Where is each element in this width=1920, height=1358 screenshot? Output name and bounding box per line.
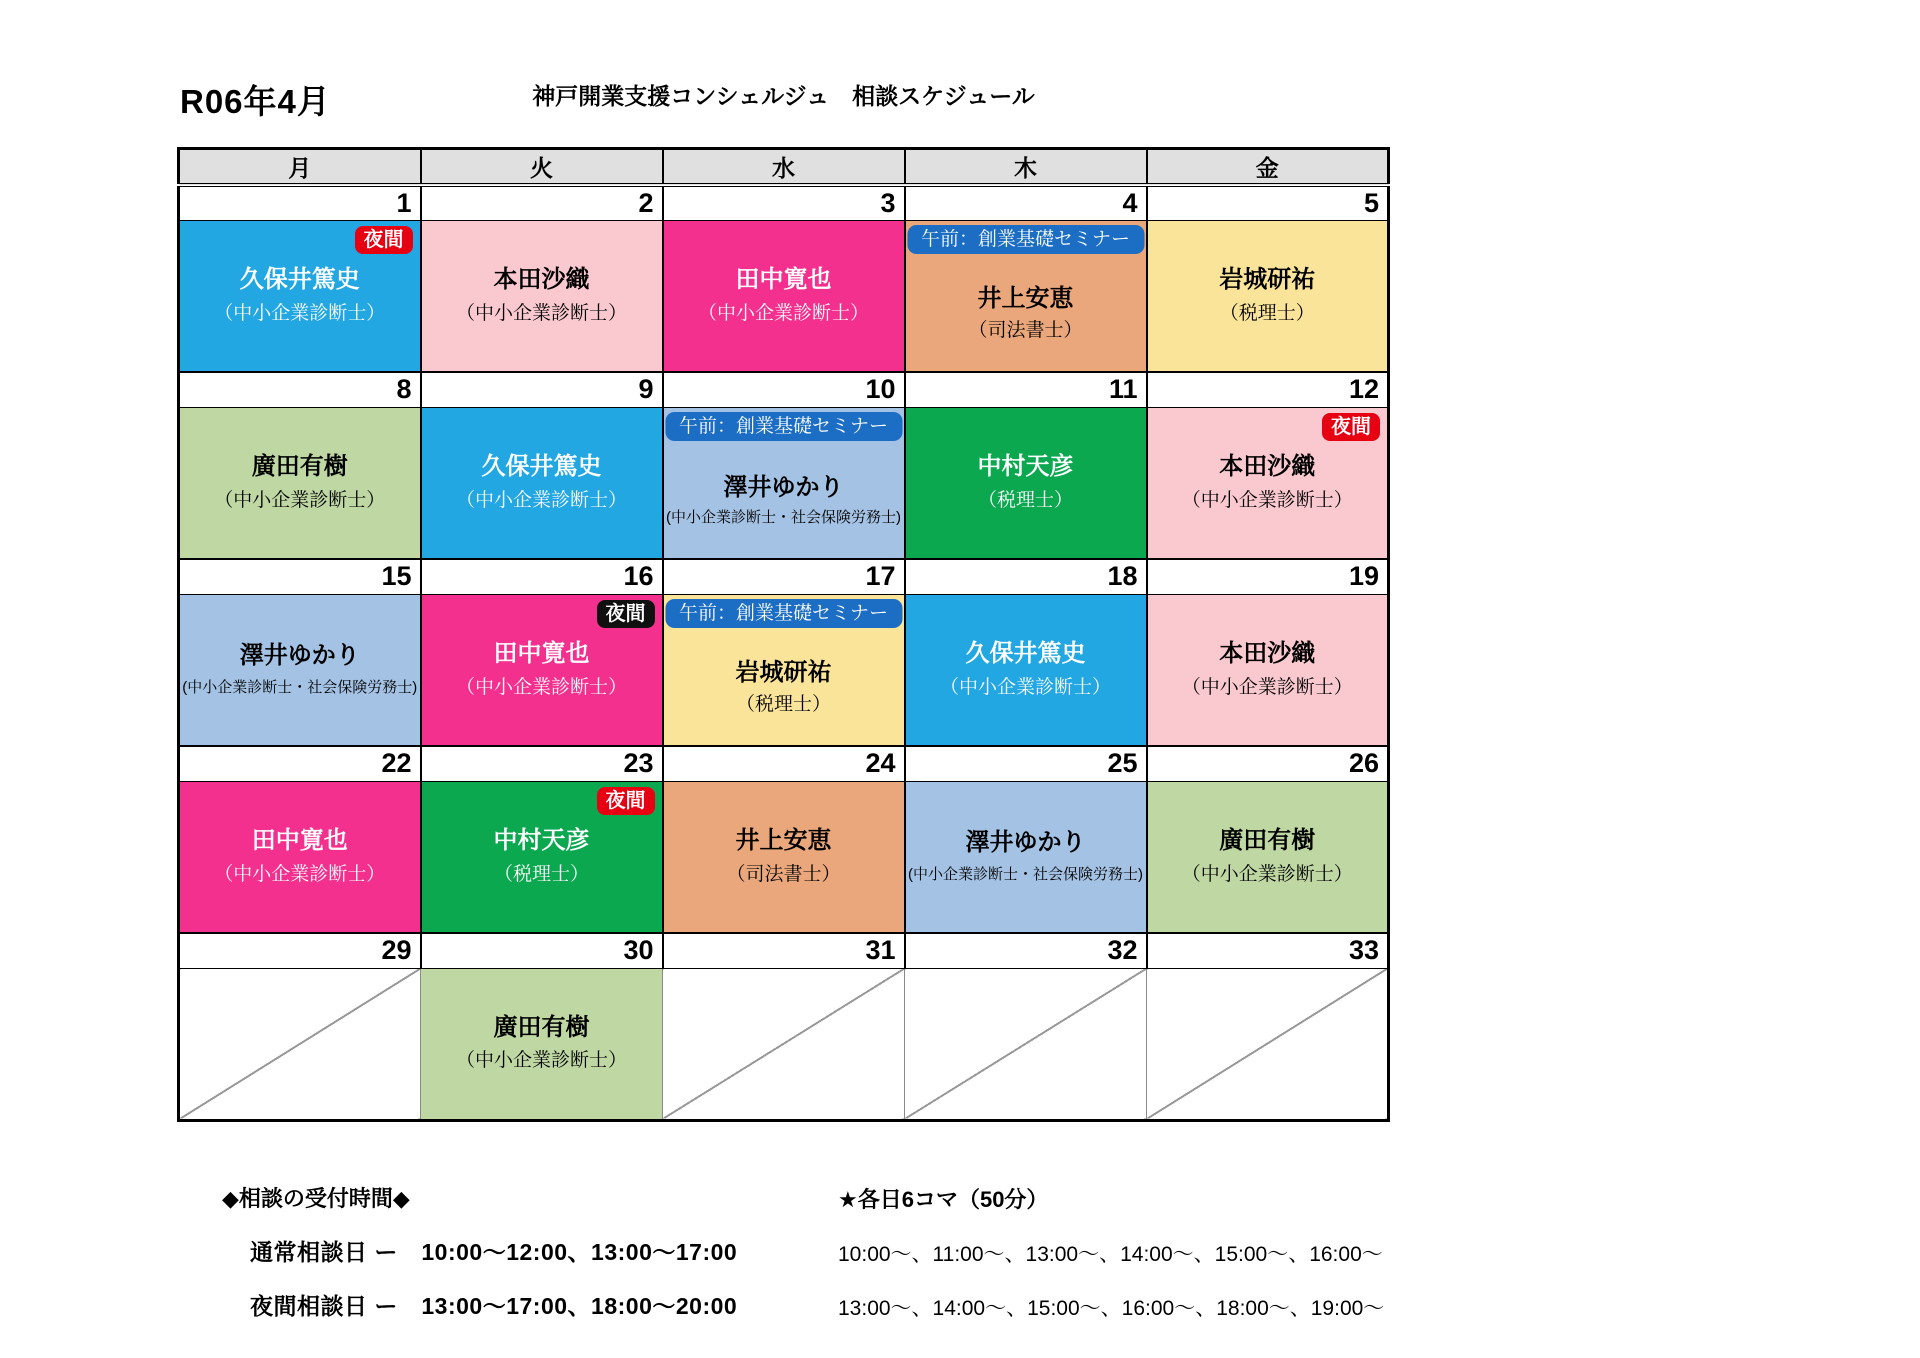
consultation-slot [421, 969, 662, 1119]
day-content-row [179, 220, 1389, 372]
day-number: 29 [179, 933, 421, 968]
consultant-qualification: （税理士） [493, 863, 589, 885]
consultant-qualification: （中小企業診断士） [214, 863, 386, 885]
consultant-name: 本田沙織 [493, 266, 590, 294]
day-number-row [179, 372, 1389, 407]
consultant-qualification: （中小企業診断士） [455, 489, 627, 511]
month-label: R06年4月 [180, 83, 331, 120]
consultation-slot [906, 221, 1146, 372]
consultant-name: 久保井篤史 [481, 453, 602, 481]
consultant-name: 本田沙織 [1219, 453, 1316, 481]
night-badge: 夜間 [597, 787, 655, 815]
consultant-name: 岩城研祐 [735, 659, 832, 687]
consultation-day-cell [663, 781, 905, 933]
consultant-name: 田中寛也 [493, 640, 590, 668]
day-number: 17 [663, 559, 905, 594]
consultant-name: 本田沙織 [1219, 640, 1316, 668]
page-title: 神戸開業支援コンシェルジュ 相談スケジュール [532, 83, 1035, 109]
consultation-day-cell [421, 407, 663, 559]
consultant-name: 井上安恵 [977, 285, 1074, 313]
day-number: 33 [1147, 933, 1389, 968]
consultation-day-cell [179, 781, 421, 933]
consultation-day-cell [179, 594, 421, 746]
consultation-day-cell [1147, 220, 1389, 372]
day-number: 3 [663, 185, 905, 220]
day-number-row [179, 746, 1389, 781]
consultant-name: 澤井ゆかり [239, 642, 360, 670]
day-number-row [179, 559, 1389, 594]
day-number: 32 [905, 933, 1147, 968]
consultant-qualification: （中小企業診断士） [1181, 676, 1353, 698]
consultant-name: 田中寛也 [251, 827, 348, 855]
consultant-qualification: （中小企業診断士） [1181, 489, 1353, 511]
consultant-qualification: （中小企業診断士） [455, 676, 627, 698]
consultant-qualification: （司法書士） [968, 319, 1083, 341]
night-badge: 夜間 [1322, 413, 1380, 441]
day-number-row [179, 185, 1389, 220]
calendar-table [177, 147, 1390, 1122]
consultant-qualification: （中小企業診断士） [939, 676, 1111, 698]
day-number-row [179, 933, 1389, 968]
day-number: 22 [179, 746, 421, 781]
consultation-slot [906, 408, 1146, 559]
slots-heading: ★各日6コマ（50分） [838, 1187, 1049, 1212]
time-slots-legend [838, 1183, 1384, 1322]
day-content-row [179, 968, 1389, 1120]
night-badge: 夜間 [355, 226, 413, 254]
consultant-name: 廣田有樹 [251, 453, 348, 481]
weekday-header-2: 水 [663, 149, 905, 186]
day-number: 15 [179, 559, 421, 594]
consultant-qualification: （税理士） [1219, 302, 1315, 324]
day-number: 11 [905, 372, 1147, 407]
normal-consultation-hours: 通常相談日 ー 10:00～12:00、13:00～17:00 [250, 1239, 738, 1265]
consultation-day-cell [905, 407, 1147, 559]
day-number: 1 [179, 185, 421, 220]
consultant-name: 岩城研祐 [1219, 266, 1316, 294]
consultation-slot [664, 782, 904, 933]
consultation-day-cell [179, 407, 421, 559]
day-number: 24 [663, 746, 905, 781]
day-number: 23 [421, 746, 663, 781]
consultation-day-cell [1147, 781, 1389, 933]
night-badge: 夜間 [597, 600, 655, 628]
reception-hours-heading: ◆相談の受付時間◆ [222, 1186, 410, 1211]
consultant-qualification: （中小企業診断士） [455, 1050, 627, 1072]
day-number: 8 [179, 372, 421, 407]
day-number: 10 [663, 372, 905, 407]
consultant-qualification: （中小企業診断士） [214, 489, 386, 511]
consultant-qualification: （中小企業診断士） [697, 302, 869, 324]
consultation-day-cell [663, 220, 905, 372]
seminar-badge: 午前：創業基礎セミナー [907, 225, 1144, 255]
consultation-day-cell [421, 781, 663, 933]
consultant-name: 井上安恵 [735, 827, 832, 855]
consultation-day-cell [663, 594, 905, 746]
day-number: 5 [1147, 185, 1389, 220]
day-content-row [179, 781, 1389, 933]
consultation-slot [180, 782, 420, 933]
reception-hours-legend [222, 1182, 737, 1321]
day-number: 16 [421, 559, 663, 594]
consultant-name: 澤井ゆかり [723, 474, 844, 502]
consultation-slot [1148, 595, 1388, 746]
consultation-day-cell [905, 220, 1147, 372]
consultation-slot [664, 221, 904, 372]
consultant-name: 澤井ゆかり [965, 829, 1086, 857]
weekday-header-4: 金 [1147, 149, 1389, 186]
empty-day-cell [905, 968, 1147, 1120]
day-number: 9 [421, 372, 663, 407]
consultant-qualification: （中小企業診断士） [1181, 863, 1353, 885]
consultation-day-cell [1147, 407, 1389, 559]
consultant-qualification: (中小企業診断士・社会保険労務士) [666, 508, 901, 526]
consultant-name: 廣田有樹 [493, 1013, 590, 1041]
day-content-row [179, 594, 1389, 746]
consultation-slot [180, 408, 420, 559]
consultation-slot [422, 782, 662, 933]
consultant-qualification: （司法書士） [726, 863, 841, 885]
consultation-day-cell [421, 594, 663, 746]
consultant-qualification: (中小企業診断士・社会保険労務士) [182, 678, 418, 696]
day-number: 26 [1147, 746, 1389, 781]
day-number: 25 [905, 746, 1147, 781]
seminar-badge: 午前：創業基礎セミナー [665, 412, 902, 442]
consultation-slot [422, 595, 662, 746]
day-content-row [179, 407, 1389, 559]
night-day-slots: 13:00～、14:00～、15:00～、16:00～、18:00～、19:00～ [838, 1297, 1385, 1320]
consultant-qualification: （中小企業診断士） [214, 302, 386, 324]
consultation-day-cell [179, 220, 421, 372]
calendar-body [179, 185, 1389, 1120]
consultant-name: 久保井篤史 [239, 266, 360, 294]
empty-day-cell [663, 968, 905, 1120]
night-consultation-hours: 夜間相談日 ー 13:00～17:00、18:00～20:00 [250, 1293, 738, 1319]
consultation-slot [664, 595, 904, 746]
consultation-slot [422, 221, 662, 372]
consultation-slot [422, 408, 662, 559]
consultant-name: 久保井篤史 [965, 640, 1086, 668]
consultation-slot [1148, 782, 1388, 933]
consultation-day-cell [905, 594, 1147, 746]
empty-day-cell [179, 968, 421, 1120]
weekday-header-1: 火 [421, 149, 663, 186]
consultation-slot [180, 221, 420, 372]
consultant-qualification: （税理士） [977, 489, 1073, 511]
consultant-qualification: (中小企業診断士・社会保険労務士) [908, 865, 1143, 883]
consultation-day-cell [1147, 594, 1389, 746]
day-number: 12 [1147, 372, 1389, 407]
empty-day-cell [1147, 968, 1389, 1120]
weekday-header-row [179, 149, 1389, 186]
consultation-slot [1148, 221, 1388, 372]
consultant-name: 中村天彦 [493, 827, 590, 855]
consultation-day-cell [421, 220, 663, 372]
day-number: 2 [421, 185, 663, 220]
consultation-day-cell [905, 781, 1147, 933]
consultant-name: 廣田有樹 [1219, 827, 1316, 855]
seminar-badge: 午前：創業基礎セミナー [665, 599, 902, 629]
normal-day-slots: 10:00～、11:00～、13:00～、14:00～、15:00～、16:00～ [838, 1243, 1383, 1266]
consultant-qualification: （中小企業診断士） [455, 302, 627, 324]
consultation-slot [1148, 408, 1388, 559]
day-number: 4 [905, 185, 1147, 220]
consultation-slot [906, 782, 1146, 933]
consultant-name: 田中寛也 [735, 266, 832, 294]
consultant-qualification: （税理士） [735, 693, 831, 715]
consultation-day-cell [663, 407, 905, 559]
weekday-header-3: 木 [905, 149, 1147, 186]
consultation-slot [664, 408, 904, 559]
consultation-slot [180, 595, 420, 746]
consultation-slot [906, 595, 1146, 746]
day-number: 31 [663, 933, 905, 968]
consultation-day-cell [421, 968, 663, 1120]
calendar-header [179, 149, 1389, 186]
consultant-name: 中村天彦 [977, 453, 1074, 481]
day-number: 30 [421, 933, 663, 968]
day-number: 18 [905, 559, 1147, 594]
day-number: 19 [1147, 559, 1389, 594]
weekday-header-0: 月 [179, 149, 421, 186]
